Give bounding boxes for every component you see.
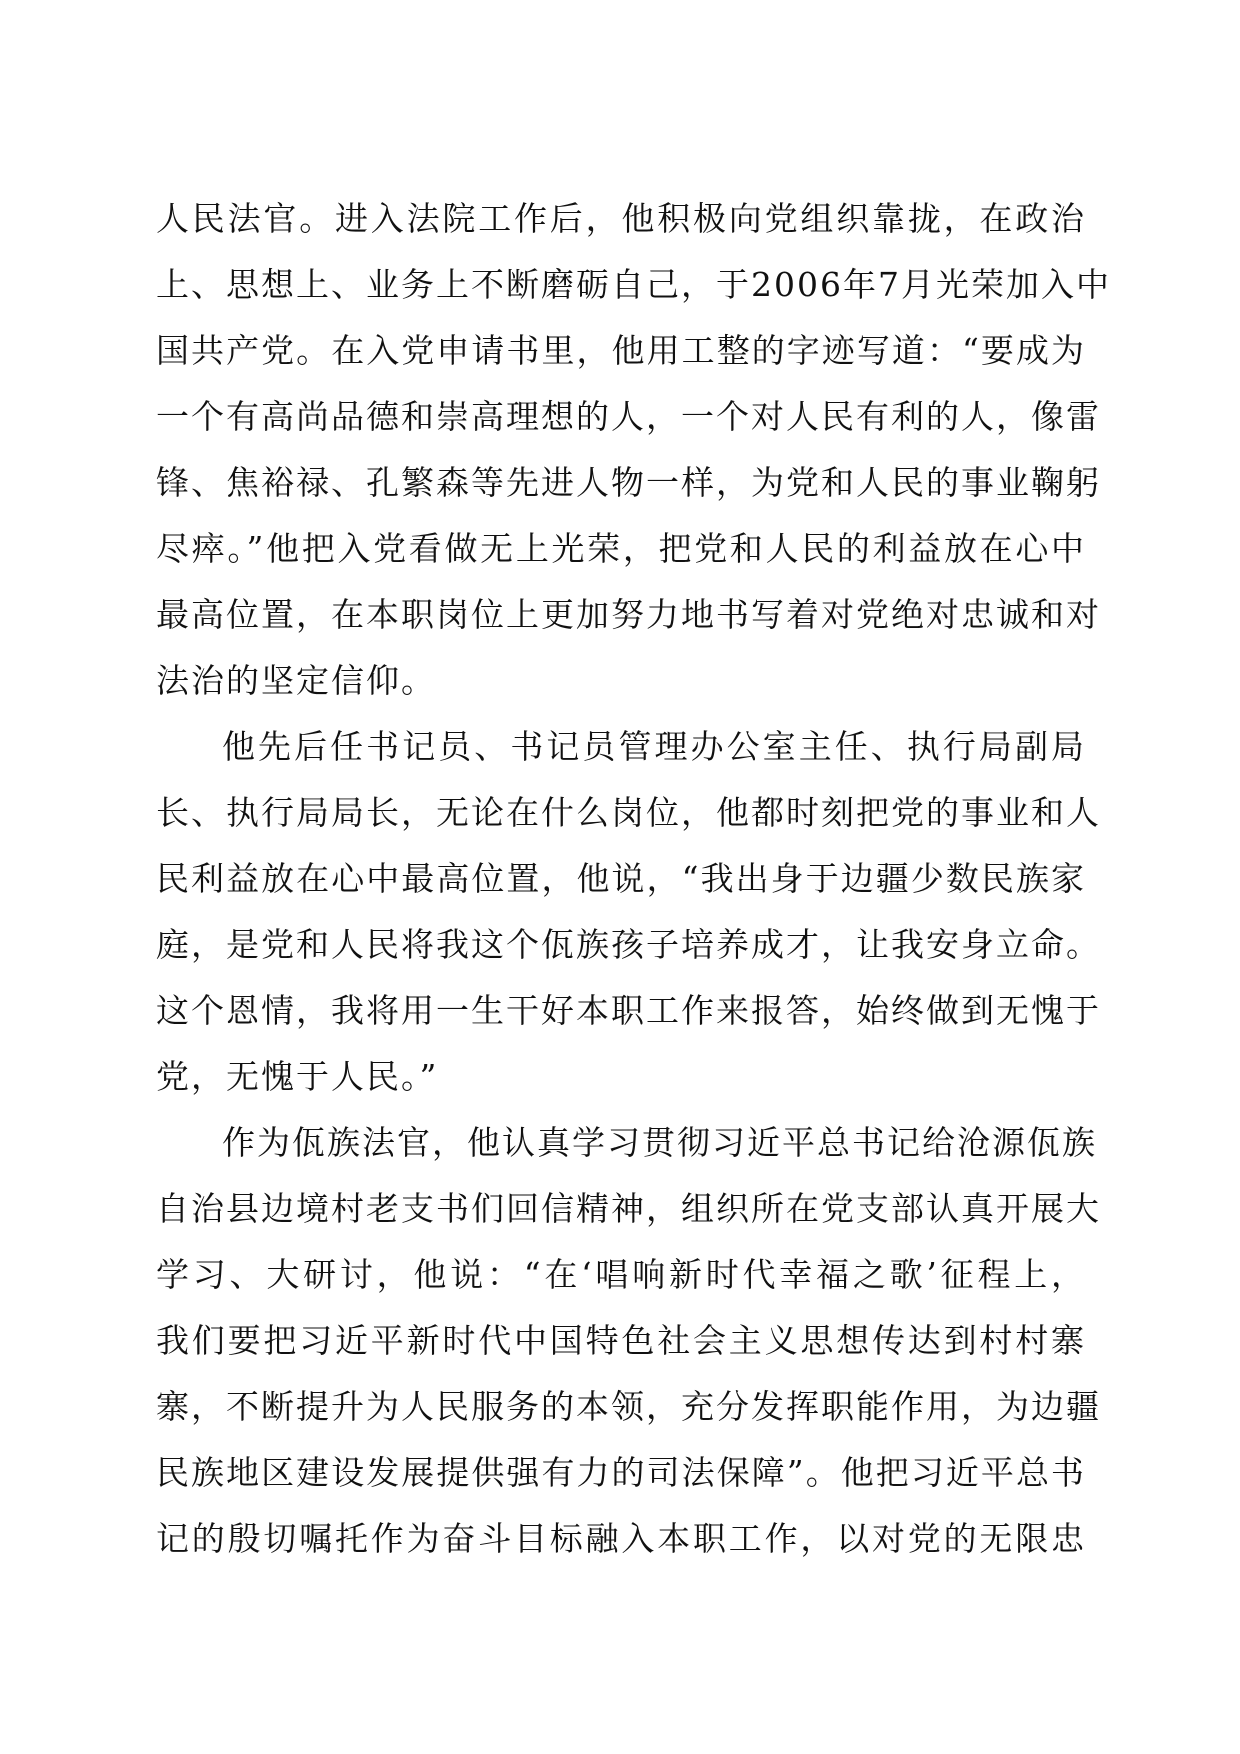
text-line: 学习、大研讨，他说：“在‘唱响新时代幸福之歌’征程上， (156, 1255, 1086, 1294)
text-line: 锋、焦裕禄、孔繁森等先进人物一样，为党和人民的事业鞠躬 (156, 463, 1101, 502)
text-line: 长、执行局局长，无论在什么岗位，他都时刻把党的事业和人 (156, 793, 1101, 832)
text-line: 我们要把习近平新时代中国特色社会主义思想传达到村村寨 (156, 1321, 1086, 1360)
text-line: 上、思想上、业务上不断磨砺自己，于2006年7月光荣加入中 (156, 265, 1111, 304)
text-line: 民族地区建设发展提供强有力的司法保障”。他把习近平总书 (156, 1453, 1086, 1492)
paragraph-2 (156, 714, 1101, 1110)
text-line: 作为佤族法官，他认真学习贯彻习近平总书记给沧源佤族 (222, 1123, 1097, 1162)
paragraph-3 (156, 1110, 1101, 1572)
text-line: 民利益放在心中最高位置，他说，“我出身于边疆少数民族家 (156, 859, 1086, 898)
text-line: 党，无愧于人民。” (156, 1057, 439, 1096)
text-line: 最高位置，在本职岗位上更加努力地书写着对党绝对忠诚和对 (156, 595, 1101, 634)
text-line: 庭，是党和人民将我这个佤族孩子培养成才，让我安身立命。 (156, 925, 1101, 964)
text-line: 人民法官。进入法院工作后，他积极向党组织靠拢，在政治 (156, 199, 1086, 238)
text-line: 这个恩情，我将用一生干好本职工作来报答，始终做到无愧于 (156, 991, 1101, 1030)
text-line: 尽瘁。”他把入党看做无上光荣，把党和人民的利益放在心中 (156, 529, 1086, 568)
text-line: 寨，不断提升为人民服务的本领，充分发挥职能作用，为边疆 (156, 1387, 1101, 1426)
paragraph-1 (156, 186, 1111, 714)
text-line: 记的殷切嘱托作为奋斗目标融入本职工作，以对党的无限忠 (156, 1519, 1086, 1558)
text-line: 国共产党。在入党申请书里，他用工整的字迹写道：“要成为 (156, 331, 1086, 370)
text-line: 一个有高尚品德和崇高理想的人，一个对人民有利的人，像雷 (156, 397, 1101, 436)
text-line: 他先后任书记员、书记员管理办公室主任、执行局副局 (222, 727, 1086, 766)
text-line: 自治县边境村老支书们回信精神，组织所在党支部认真开展大 (156, 1189, 1101, 1228)
body-text (156, 186, 1111, 1572)
text-line: 法治的坚定信仰。 (156, 661, 436, 700)
